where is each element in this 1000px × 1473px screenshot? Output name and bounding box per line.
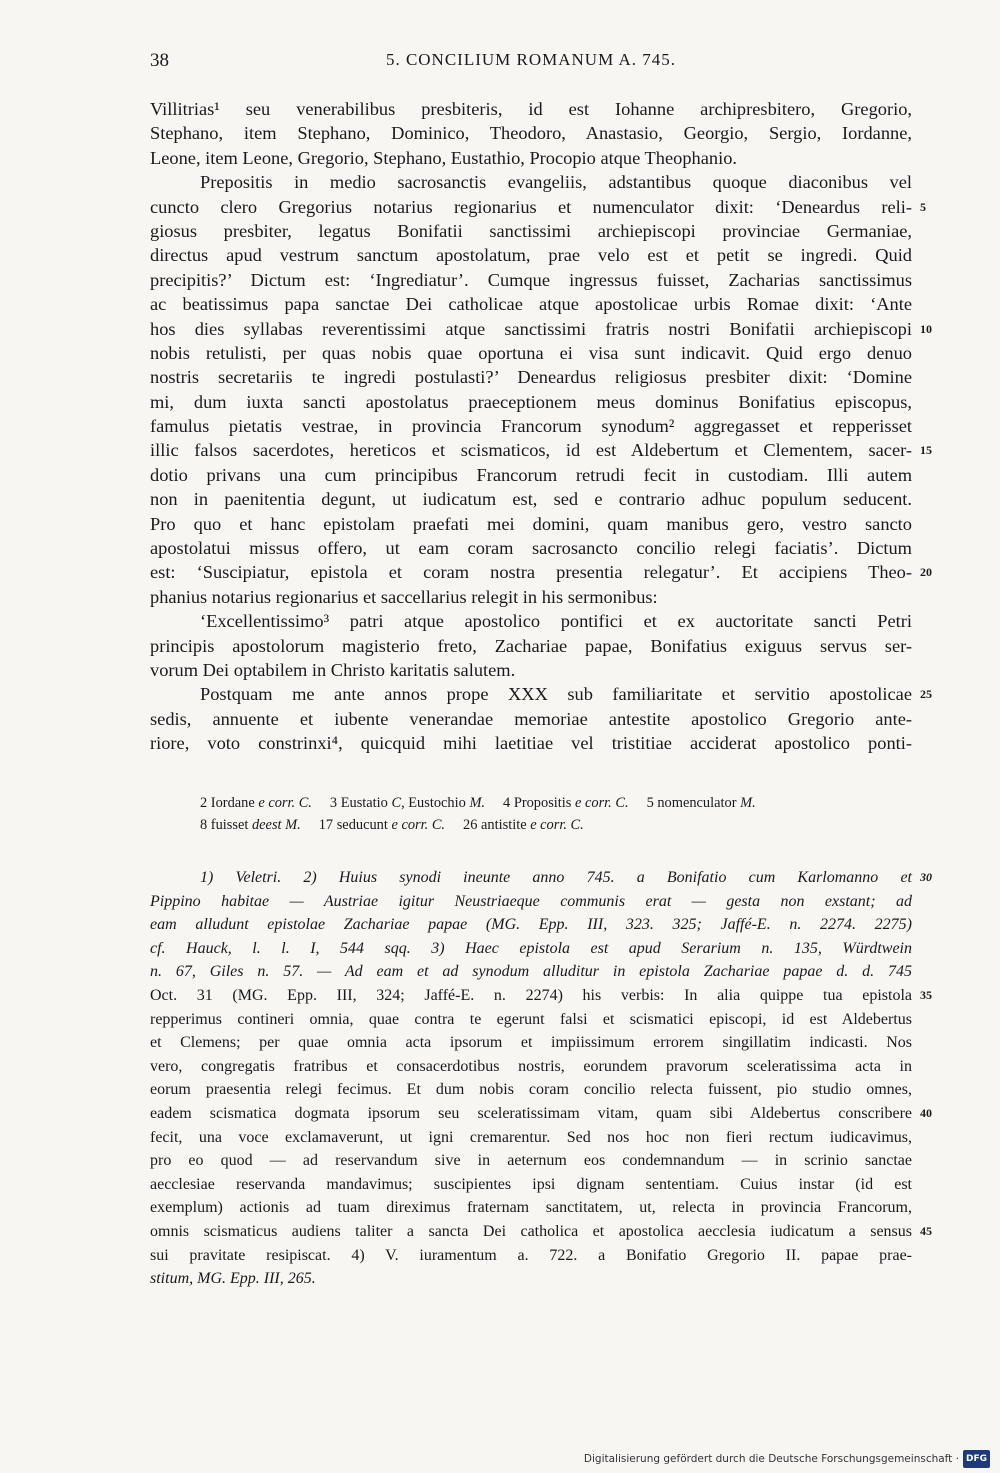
footnotes	[150, 866, 932, 1291]
text-line-text: ‘Excellentissimo³ patri atque apostolico pontifici et ex auctoritate sancti Petri	[200, 611, 912, 632]
text-line	[150, 536, 912, 560]
text-line-text: mi, dum iuxta sancti apostolatus praeceptionem meus dominus Bonifatius episcopus,	[150, 391, 912, 412]
note-line	[150, 866, 932, 890]
variant-segment: deest M.	[251, 817, 301, 833]
note-line-text: fecit, una voce exclamaverunt, ut igni cremarentur. Sed nos hoc non fieri rectum iudicavimus,	[150, 1128, 912, 1146]
text-line-text: hos dies syllabas reverentissimi atque sanctissimi fratris nostri Bonifatii archiepiscopi	[150, 318, 912, 339]
text-line	[150, 438, 932, 462]
text-line-text: principis apostolorum magisterio freto, Zachariae papae, Bonifatius exiguus servus ser-	[150, 635, 912, 656]
line-number: 30	[920, 870, 932, 884]
text-line-text: nostris secretariis te ingredi postulasti?’ Deneardus religiosus presbiter dixit: ‘Domine	[150, 367, 912, 388]
note-line-text: et Clemens; per quae omnia acta ipsorum et impiissimum errorem singillatim indicasti. Nos	[150, 1034, 912, 1052]
text-line-text: giosus presbiter, legatus Bonifatii sanctissimi archiepiscopi provinciae Germaniae,	[150, 220, 912, 241]
text-line-text: Postquam me ante annos prope XXX sub familiaritate et servitio apostolicae	[200, 684, 912, 705]
note-line-text: 1) Veletri. 2) Huius synodi ineunte anno 745. a Bonifatio cum Karlomanno et	[200, 869, 912, 886]
text-line-text: illic falsos sacerdotes, hereticos et scismaticos, id est Aldebertum et Clementem, sacer-	[150, 440, 912, 461]
text-line-text: Leone, item Leone, Gregorio, Stephano, Eustathio, Procopio atque Theophanio.	[150, 147, 737, 168]
text-line-text: phanius notarius regionarius et saccellarius relegit in his sermonibus:	[150, 586, 658, 607]
note-line	[150, 890, 912, 914]
text-line-text: Villitrias¹ seu venerabilibus presbiteris, id est Iohanne archipresbitero, Gregorio,	[150, 99, 912, 119]
note-line-text: Pippino habitae — Austriae igitur Neustriaeque communis erat — gesta non exstant; ad	[150, 892, 912, 910]
text-line	[150, 341, 912, 365]
text-line-text: directus apud vestrum sanctum apostolatum, prae velo est et petit se ingredi. Quid	[150, 245, 912, 266]
line-number: 5	[920, 199, 926, 214]
text-line	[150, 170, 912, 194]
note-line	[150, 1102, 932, 1126]
variant-segment: 17 seducunt	[300, 817, 392, 833]
variant-segment: e corr. C.	[258, 795, 312, 811]
text-line	[150, 560, 932, 584]
text-line	[150, 707, 912, 731]
note-line-text: repperimus contineri omnia, quae contra te egerunt falsi et scismatici episcopi, id est Aldebertus	[150, 1010, 912, 1028]
text-line	[150, 243, 912, 267]
text-line	[150, 463, 912, 487]
note-line-text: sui pravitate resipiscat. 4) V. iuramentum a. 722. a Bonifatio Gregorio II. papae prae-	[150, 1246, 912, 1264]
text-line-text: est: ‘Suscipiatur, epistola et coram nostra presentia relegatur’. Et accipiens Theo-	[150, 562, 912, 583]
text-line	[150, 268, 912, 292]
text-line-text: Prepositis in medio sacrosanctis evangeliis, adstantibus quoque diaconibus vel	[200, 172, 912, 193]
line-number: 45	[920, 1223, 932, 1238]
note-line-text: pro eo quod — ad reservandum sive in aeternum eos condemnandum — in scrinio sanctae	[150, 1152, 912, 1170]
note-line-text: stitum, MG. Epp. III, 265.	[150, 1270, 316, 1288]
line-number: 20	[920, 565, 932, 580]
line-number: 15	[920, 443, 932, 458]
variant-segment: M.	[469, 795, 486, 811]
variant-line	[200, 792, 912, 814]
critical-apparatus	[200, 792, 912, 836]
text-line	[150, 219, 912, 243]
dfg-logo-icon: DFG	[963, 1450, 990, 1468]
digitization-footer	[584, 1451, 990, 1467]
note-line-text: eam alludunt epistolae Zachariae papae (MG. Epp. III, 323. 325; Jaffé-E. n. 2274. 2275)	[150, 916, 912, 934]
variant-line	[200, 814, 912, 836]
variant-segment: 8 fuisset	[200, 817, 252, 833]
note-line-text: exemplum) actionis ad tuam direximus fraternam sanctitatem, ut, relecta in provincia Francorum,	[150, 1199, 912, 1217]
variant-segment: 5 nomenculator	[628, 795, 741, 811]
text-line	[150, 365, 912, 389]
note-line-text: cf. Hauck, l. l. I, 544 sqq. 3) Haec epistola est apud Serarium n. 135, Würdtwein	[150, 939, 912, 957]
variant-segment: C,	[391, 795, 405, 811]
variant-segment: e corr. C.	[575, 795, 629, 811]
variant-segment: 26 antistite	[445, 817, 531, 833]
variant-segment: 3 Eustatio	[311, 795, 392, 811]
text-line-text: dotio privans una cum principibus Francorum retrudi fecit in custodiam. Illi autem	[150, 464, 912, 485]
text-line	[150, 658, 912, 682]
text-line	[150, 146, 912, 170]
page-number: 38	[150, 50, 169, 71]
page-header	[150, 50, 912, 74]
text-line	[150, 121, 912, 145]
note-line-text: Oct. 31 (MG. Epp. III, 324; Jaffé-E. n. 2274) his verbis: In alia quippe tua epistola	[150, 986, 912, 1004]
text-line-text: vorum Dei optabilem in Christo karitatis salutem.	[150, 659, 516, 680]
note-line	[150, 1173, 912, 1197]
text-line	[150, 414, 912, 438]
variant-segment: Eustochio	[404, 795, 470, 811]
note-line	[150, 960, 912, 984]
text-line-text: riore, voto constrinxi⁴, quicquid mihi laetitiae vel tristitiae acciderat apostolico ponti-	[150, 733, 912, 754]
note-line	[150, 1244, 912, 1268]
note-line	[150, 913, 912, 937]
note-line	[150, 1008, 912, 1032]
text-line	[150, 390, 912, 414]
note-line-text: n. 67, Giles n. 57. — Ad eam et ad synodum alluditur in epistola Zachariae papae d. d. 745	[150, 963, 912, 981]
note-line	[150, 1031, 912, 1055]
line-number: 25	[920, 687, 932, 702]
variant-segment: e corr. C.	[391, 817, 446, 833]
variant-segment: 4 Propositis	[485, 795, 575, 811]
text-line-text: precipitis?’ Dictum est: ‘Ingrediatur’. Cumque ingressus fuisset, Zacharias sanctissimus	[150, 269, 912, 290]
text-line	[150, 487, 912, 511]
note-line-text: eorum praesentia relegi fecimus. Et dum nobis coram concilio relecta fuissent, pio studio omnes,	[150, 1081, 912, 1099]
text-line	[150, 682, 932, 706]
text-line	[150, 292, 912, 316]
text-line-text: famulus pietatis vestrae, in provincia Francorum synodum² aggregasset et repperisset	[150, 416, 912, 437]
note-line-text: aecclesiae reservanda mandavimus; suscipientes ipsi dignam sententiam. Cuius instar (id est	[150, 1175, 912, 1193]
footer-text: Digitalisierung gefördert durch die Deutsche Forschungsgemeinschaft ·	[583, 1453, 959, 1465]
note-line	[150, 1220, 932, 1244]
note-line	[150, 1078, 912, 1102]
text-line	[150, 97, 912, 121]
running-title: 5. CONCILIUM ROMANUM A. 745.	[385, 50, 677, 69]
text-line-text: non in paenitentia degunt, ut iudicatum est, sed e contrario adhuc populum seducent.	[150, 489, 912, 510]
text-line-text: ac beatissimus papa sanctae Dei catholicae atque apostolicae urbis Romae dixit: ‘Ante	[150, 294, 912, 315]
line-number: 10	[920, 321, 932, 336]
text-line	[150, 195, 926, 219]
note-line	[150, 1055, 912, 1079]
text-line-text: apostolatui missus offero, ut eam coram sacrosancto concilio relegi faciatis’. Dictum	[150, 538, 912, 559]
note-line-text: omnis scismaticus audiens taliter a sancta Dei catholica et apostolica aecclesia iudicatum a sensus	[150, 1222, 912, 1240]
note-line	[150, 1267, 912, 1291]
note-line	[150, 984, 932, 1008]
note-line	[150, 937, 912, 961]
text-line	[150, 585, 912, 609]
note-line	[150, 1196, 912, 1220]
text-line-text: cuncto clero Gregorius notarius regionarius et numenculator dixit: ‘Deneardus reli-	[150, 196, 912, 217]
text-line-text: nobis retulisti, per quas nobis quae oportuna ei visa sunt indicavit. Quid ergo denuo	[150, 342, 912, 363]
note-line-text: eadem scismatica dogmata ipsorum seu sceleratissimam vitam, quam sibi Aldebertus conscribere	[150, 1104, 912, 1122]
text-line-text: sedis, annuente et iubente venerandae memoriae antestite apostolico Gregorio ante-	[150, 708, 912, 729]
text-line	[150, 317, 932, 341]
note-line	[150, 1149, 912, 1173]
text-line	[150, 634, 912, 658]
line-number: 35	[920, 987, 932, 1002]
note-line-text: vero, congregatis fratribus et consacerdotibus nostris, eorundem pravorum sceleratissima acta in	[150, 1057, 912, 1075]
text-line-text: Pro quo et hanc epistolam praefati mei domini, quam manibus gero, vestro sancto	[150, 513, 912, 534]
text-line	[150, 731, 912, 755]
variant-segment: 2 Iordane	[200, 795, 259, 811]
text-line-text: Stephano, item Stephano, Dominico, Theodoro, Anastasio, Georgio, Sergio, Iordanne,	[150, 123, 912, 144]
variant-segment: M.	[740, 795, 756, 811]
text-line	[150, 512, 912, 536]
note-line	[150, 1126, 912, 1150]
variant-segment: e corr. C.	[530, 817, 584, 833]
text-line	[150, 609, 912, 633]
line-number: 40	[920, 1105, 932, 1120]
main-text	[150, 97, 932, 756]
